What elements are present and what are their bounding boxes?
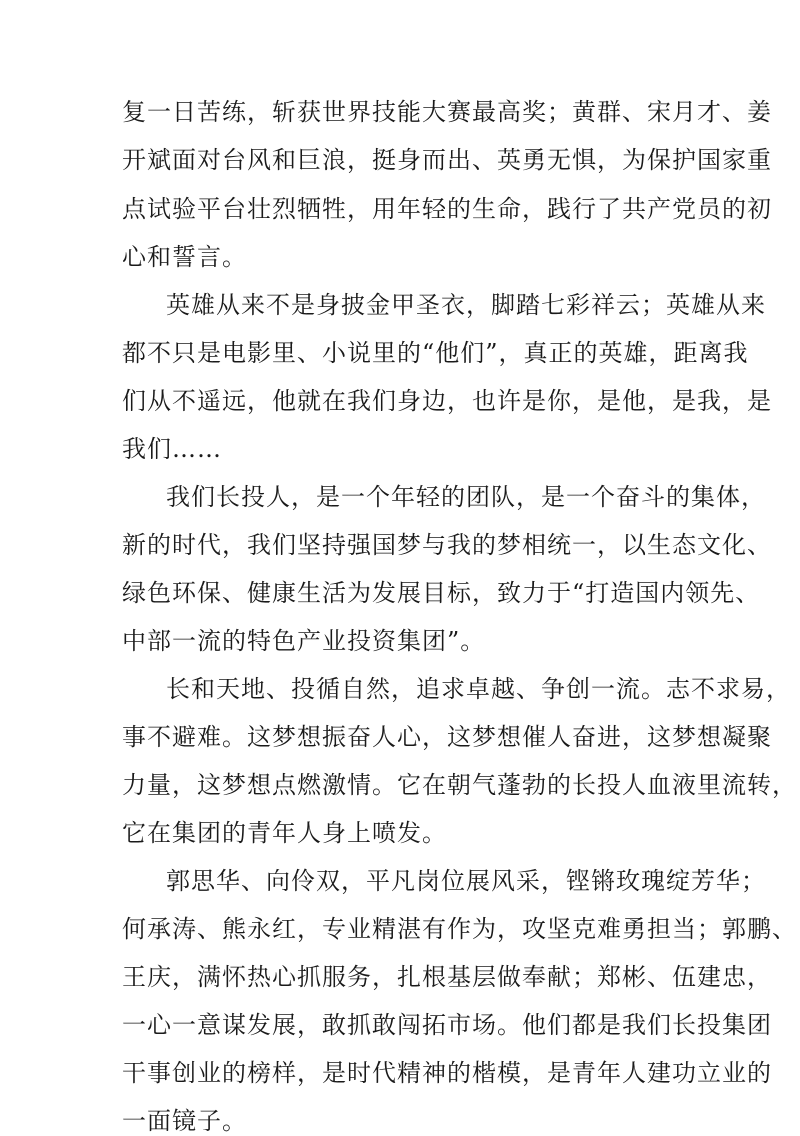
- paragraph-line: 郭思华、向伶双，平凡岗位展风采，铿锵玫瑰绽芳华；: [166, 867, 766, 895]
- paragraph-line: 我们长投人，是一个年轻的团队，是一个奋斗的集体，: [166, 483, 766, 511]
- paragraph-line: 绿色环保、健康生活为发展目标，致力于“打造国内领先、: [122, 579, 761, 607]
- paragraph-line: 王庆，满怀热心抓服务，扎根基层做奉献；郑彬、伍建忠，: [122, 963, 772, 991]
- paragraph-line: 何承涛、熊永红，专业精湛有作为，攻坚克难勇担当；郭鹏、: [122, 915, 797, 943]
- paragraph-line: 都不只是电影里、小说里的“他们”，真正的英雄，距离我: [122, 339, 749, 367]
- paragraph-line: 开斌面对台风和巨浪，挺身而出、英勇无惧，为保护国家重: [122, 146, 772, 174]
- paragraph-line: 英雄从来不是身披金甲圣衣，脚踏七彩祥云；英雄从来: [166, 291, 766, 319]
- paragraph-line: 我们……: [122, 435, 222, 463]
- paragraph-line: 复一日苦练，斩获世界技能大赛最高奖；黄群、宋月才、姜: [122, 98, 772, 126]
- paragraph-line: 它在集团的青年人身上喷发。: [122, 819, 447, 847]
- paragraph-line: 事不避难。这梦想振奋人心，这梦想催人奋进，这梦想凝聚: [122, 723, 772, 751]
- paragraph-line: 干事创业的榜样，是时代精神的楷模，是青年人建功立业的: [122, 1059, 772, 1087]
- paragraph-line: 长和天地、投循自然，追求卓越、争创一流。志不求易，: [166, 675, 791, 703]
- paragraph-line: 力量，这梦想点燃激情。它在朝气蓬勃的长投人血液里流转，: [122, 771, 797, 799]
- paragraph-line: 一心一意谋发展，敢抓敢闯拓市场。他们都是我们长投集团: [122, 1011, 772, 1039]
- paragraph-line: 心和誓言。: [122, 243, 247, 271]
- paragraph-line: 点试验平台壮烈牺牲，用年轻的生命，践行了共产党员的初: [122, 195, 772, 223]
- paragraph-line: 新的时代，我们坚持强国梦与我的梦相统一，以生态文化、: [122, 531, 772, 559]
- paragraph-line: 一面镜子。: [122, 1107, 247, 1135]
- paragraph-line: 中部一流的特色产业投资集团”。: [122, 627, 486, 655]
- paragraph-line: 们从不遥远，他就在我们身边，也许是你，是他，是我，是: [122, 387, 772, 415]
